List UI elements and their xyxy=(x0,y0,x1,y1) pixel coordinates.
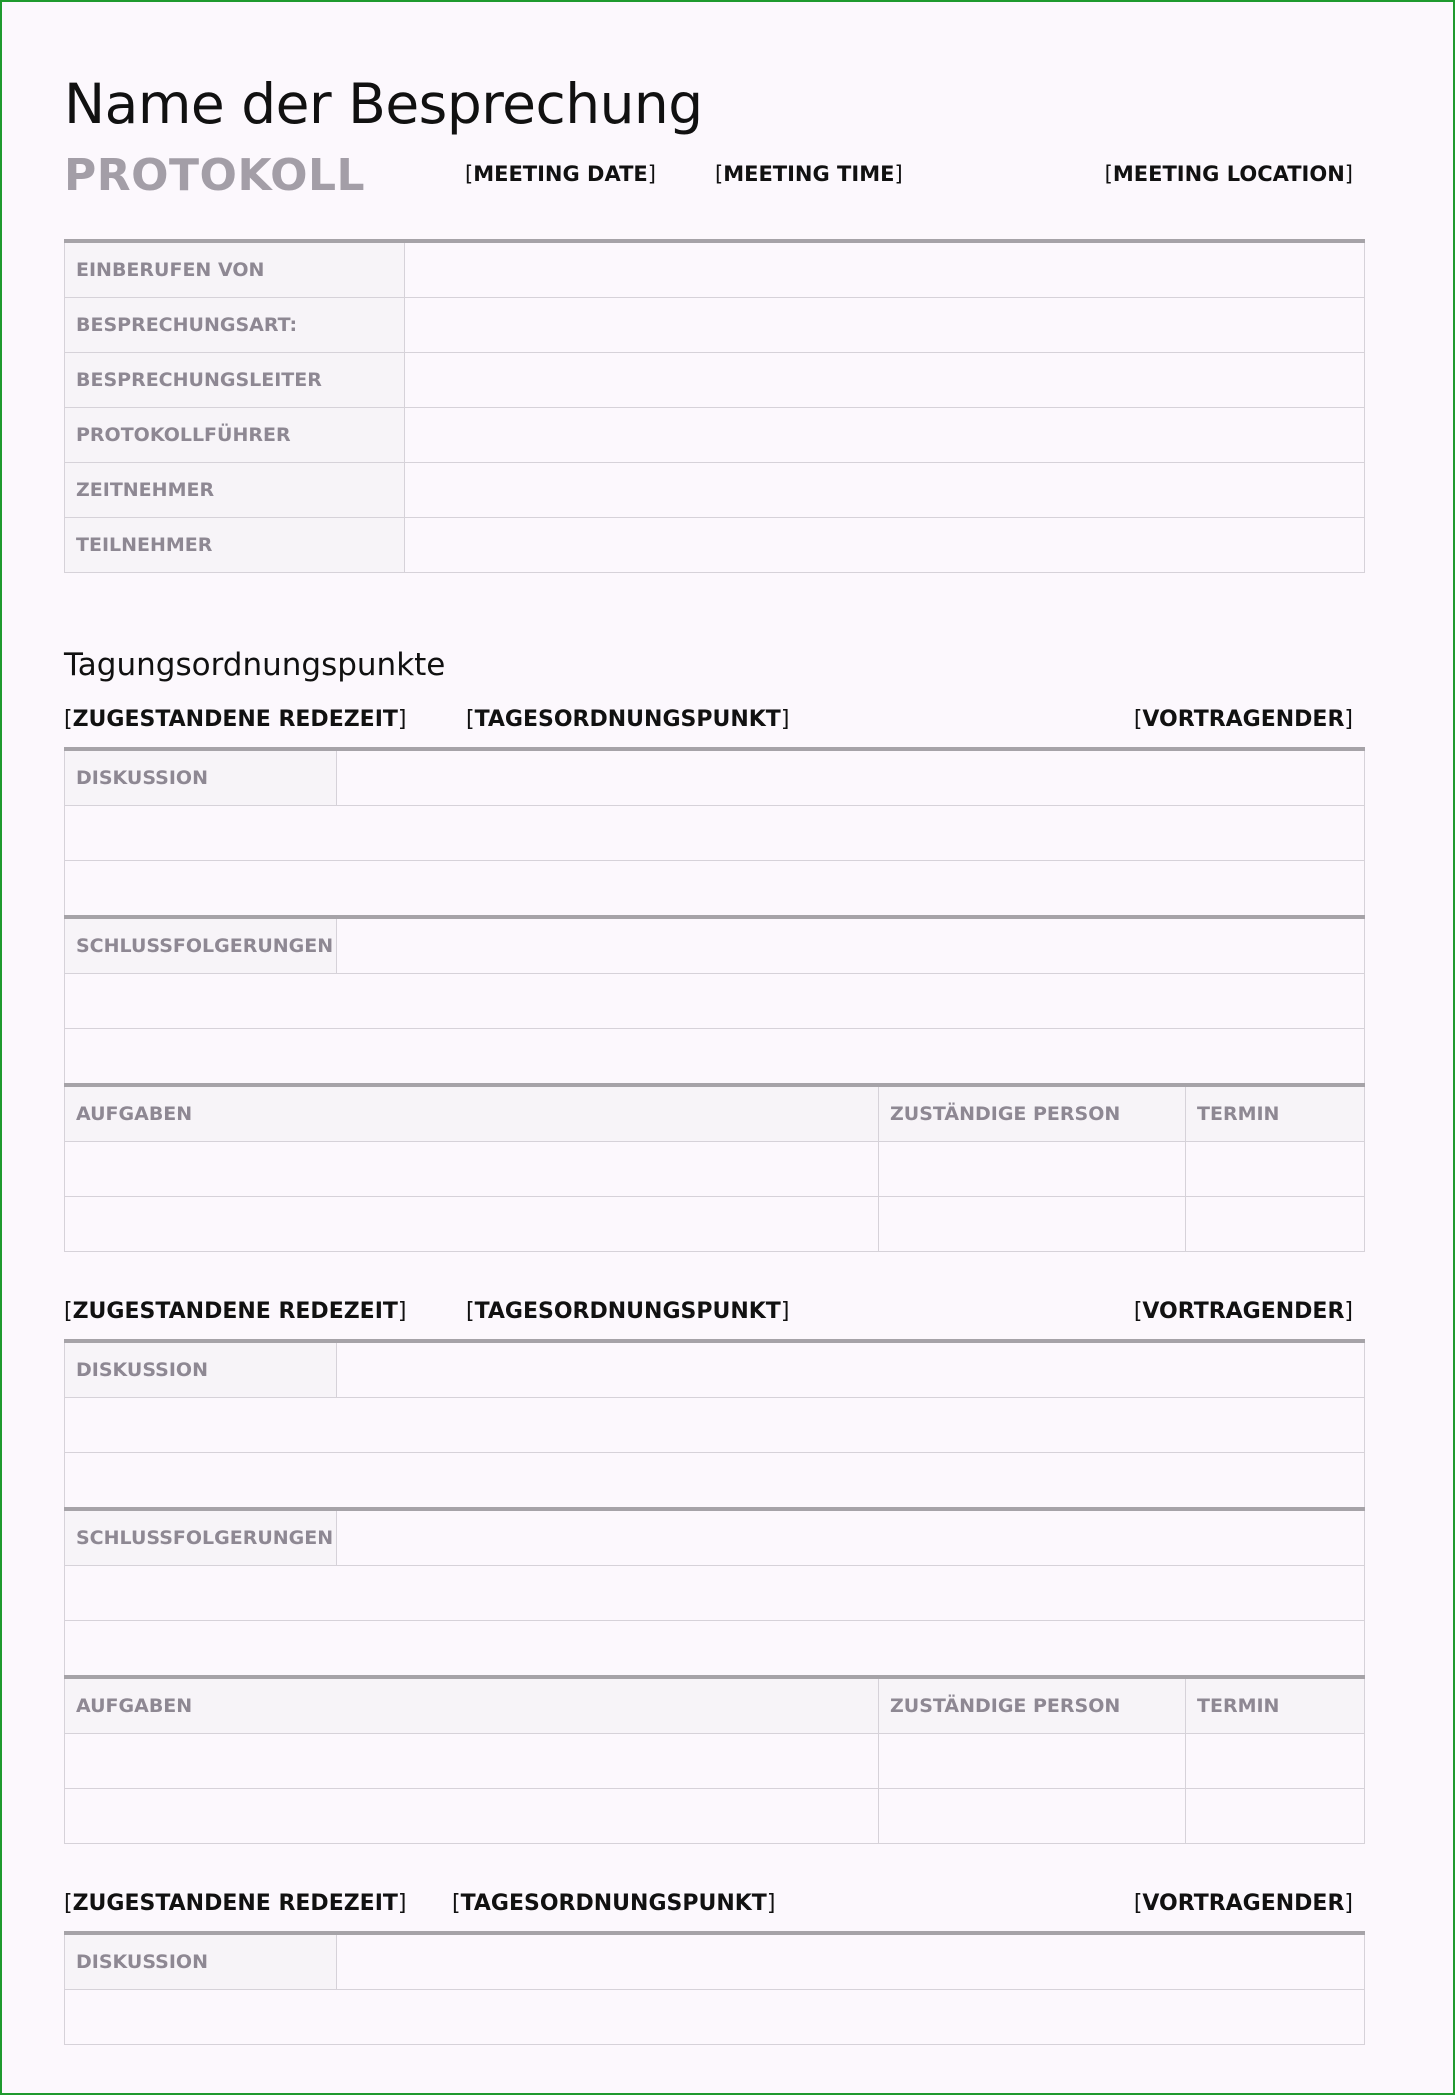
agenda-presenter[interactable]: [VORTRAGENDER] xyxy=(1133,1299,1353,1324)
page-title: Name der Besprechung xyxy=(64,72,703,136)
person-field[interactable] xyxy=(879,1734,1186,1789)
conclusions-field[interactable] xyxy=(337,1509,1365,1566)
detail-value[interactable] xyxy=(405,353,1365,408)
detail-row xyxy=(65,463,1365,518)
agenda-topic-text: TAGESORDNUNGSPUNKT xyxy=(460,1891,767,1916)
meeting-location-text: MEETING LOCATION xyxy=(1112,162,1345,186)
detail-row xyxy=(65,408,1365,463)
discussion-field[interactable] xyxy=(337,1933,1365,1990)
agenda-presenter-text: VORTRAGENDER xyxy=(1142,1891,1345,1916)
task-field[interactable] xyxy=(65,1789,879,1844)
conclusions-text-field[interactable] xyxy=(65,1029,1365,1086)
agenda-time[interactable]: [ZUGESTANDENE REDEZEIT] xyxy=(64,707,407,732)
detail-label: BESPRECHUNGSLEITER xyxy=(65,353,405,408)
agenda-topic[interactable]: [TAGESORDNUNGSPUNKT] xyxy=(466,707,790,732)
task-field[interactable] xyxy=(65,1142,879,1197)
conclusions-label: SCHLUSSFOLGERUNGEN xyxy=(65,1509,337,1566)
discussion-text-field[interactable] xyxy=(65,806,1365,861)
detail-value[interactable] xyxy=(405,408,1365,463)
discussion-label: DISKUSSION xyxy=(65,749,337,806)
detail-row xyxy=(65,241,1365,298)
conclusions-line xyxy=(65,1566,1365,1621)
agenda-item-table xyxy=(64,1339,1365,1844)
agenda-presenter-text: VORTRAGENDER xyxy=(1142,707,1345,732)
agenda-presenter[interactable]: [VORTRAGENDER] xyxy=(1133,707,1353,732)
discussion-text-field[interactable] xyxy=(65,1453,1365,1510)
person-label: ZUSTÄNDIGE PERSON xyxy=(879,1677,1186,1734)
conclusions-field[interactable] xyxy=(337,917,1365,974)
agenda-topic[interactable]: [TAGESORDNUNGSPUNKT] xyxy=(466,1299,790,1324)
meeting-details-table xyxy=(64,239,1365,573)
detail-value[interactable] xyxy=(405,241,1365,298)
agenda-time-text: ZUGESTANDENE REDEZEIT xyxy=(72,707,398,732)
discussion-field[interactable] xyxy=(337,1341,1365,1398)
discussion-row xyxy=(65,749,1365,806)
tasks-header-row xyxy=(65,1677,1365,1734)
detail-label: PROTOKOLLFÜHRER xyxy=(65,408,405,463)
discussion-line xyxy=(65,1990,1365,2045)
detail-row xyxy=(65,518,1365,573)
detail-value[interactable] xyxy=(405,518,1365,573)
agenda-topic-text: TAGESORDNUNGSPUNKT xyxy=(474,707,781,732)
detail-label: EINBERUFEN VON xyxy=(65,241,405,298)
discussion-line xyxy=(65,861,1365,918)
discussion-label: DISKUSSION xyxy=(65,1933,337,1990)
meeting-date[interactable]: [MEETING DATE] xyxy=(465,162,656,186)
tasks-label: AUFGABEN xyxy=(65,1677,879,1734)
task-field[interactable] xyxy=(65,1197,879,1252)
discussion-row xyxy=(65,1933,1365,1990)
deadline-label: TERMIN xyxy=(1186,1085,1365,1142)
deadline-label: TERMIN xyxy=(1186,1677,1365,1734)
agenda-topic[interactable]: [TAGESORDNUNGSPUNKT] xyxy=(452,1891,776,1916)
agenda-item-table xyxy=(64,747,1365,1252)
discussion-row xyxy=(65,1341,1365,1398)
agenda-time-text: ZUGESTANDENE REDEZEIT xyxy=(72,1299,398,1324)
person-field[interactable] xyxy=(879,1142,1186,1197)
conclusions-text-field[interactable] xyxy=(65,974,1365,1029)
deadline-field[interactable] xyxy=(1186,1197,1365,1252)
agenda-presenter[interactable]: [VORTRAGENDER] xyxy=(1133,1891,1353,1916)
discussion-field[interactable] xyxy=(337,749,1365,806)
discussion-line xyxy=(65,806,1365,861)
conclusions-row xyxy=(65,1509,1365,1566)
meeting-time-text: MEETING TIME xyxy=(723,162,895,186)
discussion-text-field[interactable] xyxy=(65,861,1365,918)
conclusions-line xyxy=(65,1029,1365,1086)
agenda-topic-text: TAGESORDNUNGSPUNKT xyxy=(474,1299,781,1324)
agenda-heading: Tagungsordnungspunkte xyxy=(64,647,446,683)
meeting-location[interactable]: [MEETING LOCATION] xyxy=(1104,162,1353,186)
detail-value[interactable] xyxy=(405,463,1365,518)
deadline-field[interactable] xyxy=(1186,1142,1365,1197)
task-row xyxy=(65,1734,1365,1789)
discussion-text-field[interactable] xyxy=(65,1398,1365,1453)
agenda-presenter-text: VORTRAGENDER xyxy=(1142,1299,1345,1324)
tasks-label: AUFGABEN xyxy=(65,1085,879,1142)
conclusions-text-field[interactable] xyxy=(65,1621,1365,1678)
meeting-date-text: MEETING DATE xyxy=(473,162,648,186)
discussion-line xyxy=(65,1453,1365,1510)
discussion-label: DISKUSSION xyxy=(65,1341,337,1398)
detail-row xyxy=(65,298,1365,353)
person-label: ZUSTÄNDIGE PERSON xyxy=(879,1085,1186,1142)
tasks-header-row xyxy=(65,1085,1365,1142)
task-row xyxy=(65,1789,1365,1844)
conclusions-text-field[interactable] xyxy=(65,1566,1365,1621)
agenda-item-table xyxy=(64,1931,1365,2045)
task-field[interactable] xyxy=(65,1734,879,1789)
discussion-text-field[interactable] xyxy=(65,1990,1365,2045)
detail-value[interactable] xyxy=(405,298,1365,353)
deadline-field[interactable] xyxy=(1186,1734,1365,1789)
task-row xyxy=(65,1197,1365,1252)
detail-label: TEILNEHMER xyxy=(65,518,405,573)
detail-label: BESPRECHUNGSART: xyxy=(65,298,405,353)
page-subtitle: PROTOKOLL xyxy=(64,150,366,201)
detail-row xyxy=(65,353,1365,408)
discussion-line xyxy=(65,1398,1365,1453)
conclusions-row xyxy=(65,917,1365,974)
person-field[interactable] xyxy=(879,1789,1186,1844)
conclusions-line xyxy=(65,974,1365,1029)
agenda-time[interactable]: [ZUGESTANDENE REDEZEIT] xyxy=(64,1299,407,1324)
agenda-time[interactable]: [ZUGESTANDENE REDEZEIT] xyxy=(64,1891,407,1916)
detail-label: ZEITNEHMER xyxy=(65,463,405,518)
task-row xyxy=(65,1142,1365,1197)
person-field[interactable] xyxy=(879,1197,1186,1252)
conclusions-label: SCHLUSSFOLGERUNGEN xyxy=(65,917,337,974)
agenda-time-text: ZUGESTANDENE REDEZEIT xyxy=(72,1891,398,1916)
meeting-time[interactable]: [MEETING TIME] xyxy=(715,162,903,186)
deadline-field[interactable] xyxy=(1186,1789,1365,1844)
conclusions-line xyxy=(65,1621,1365,1678)
